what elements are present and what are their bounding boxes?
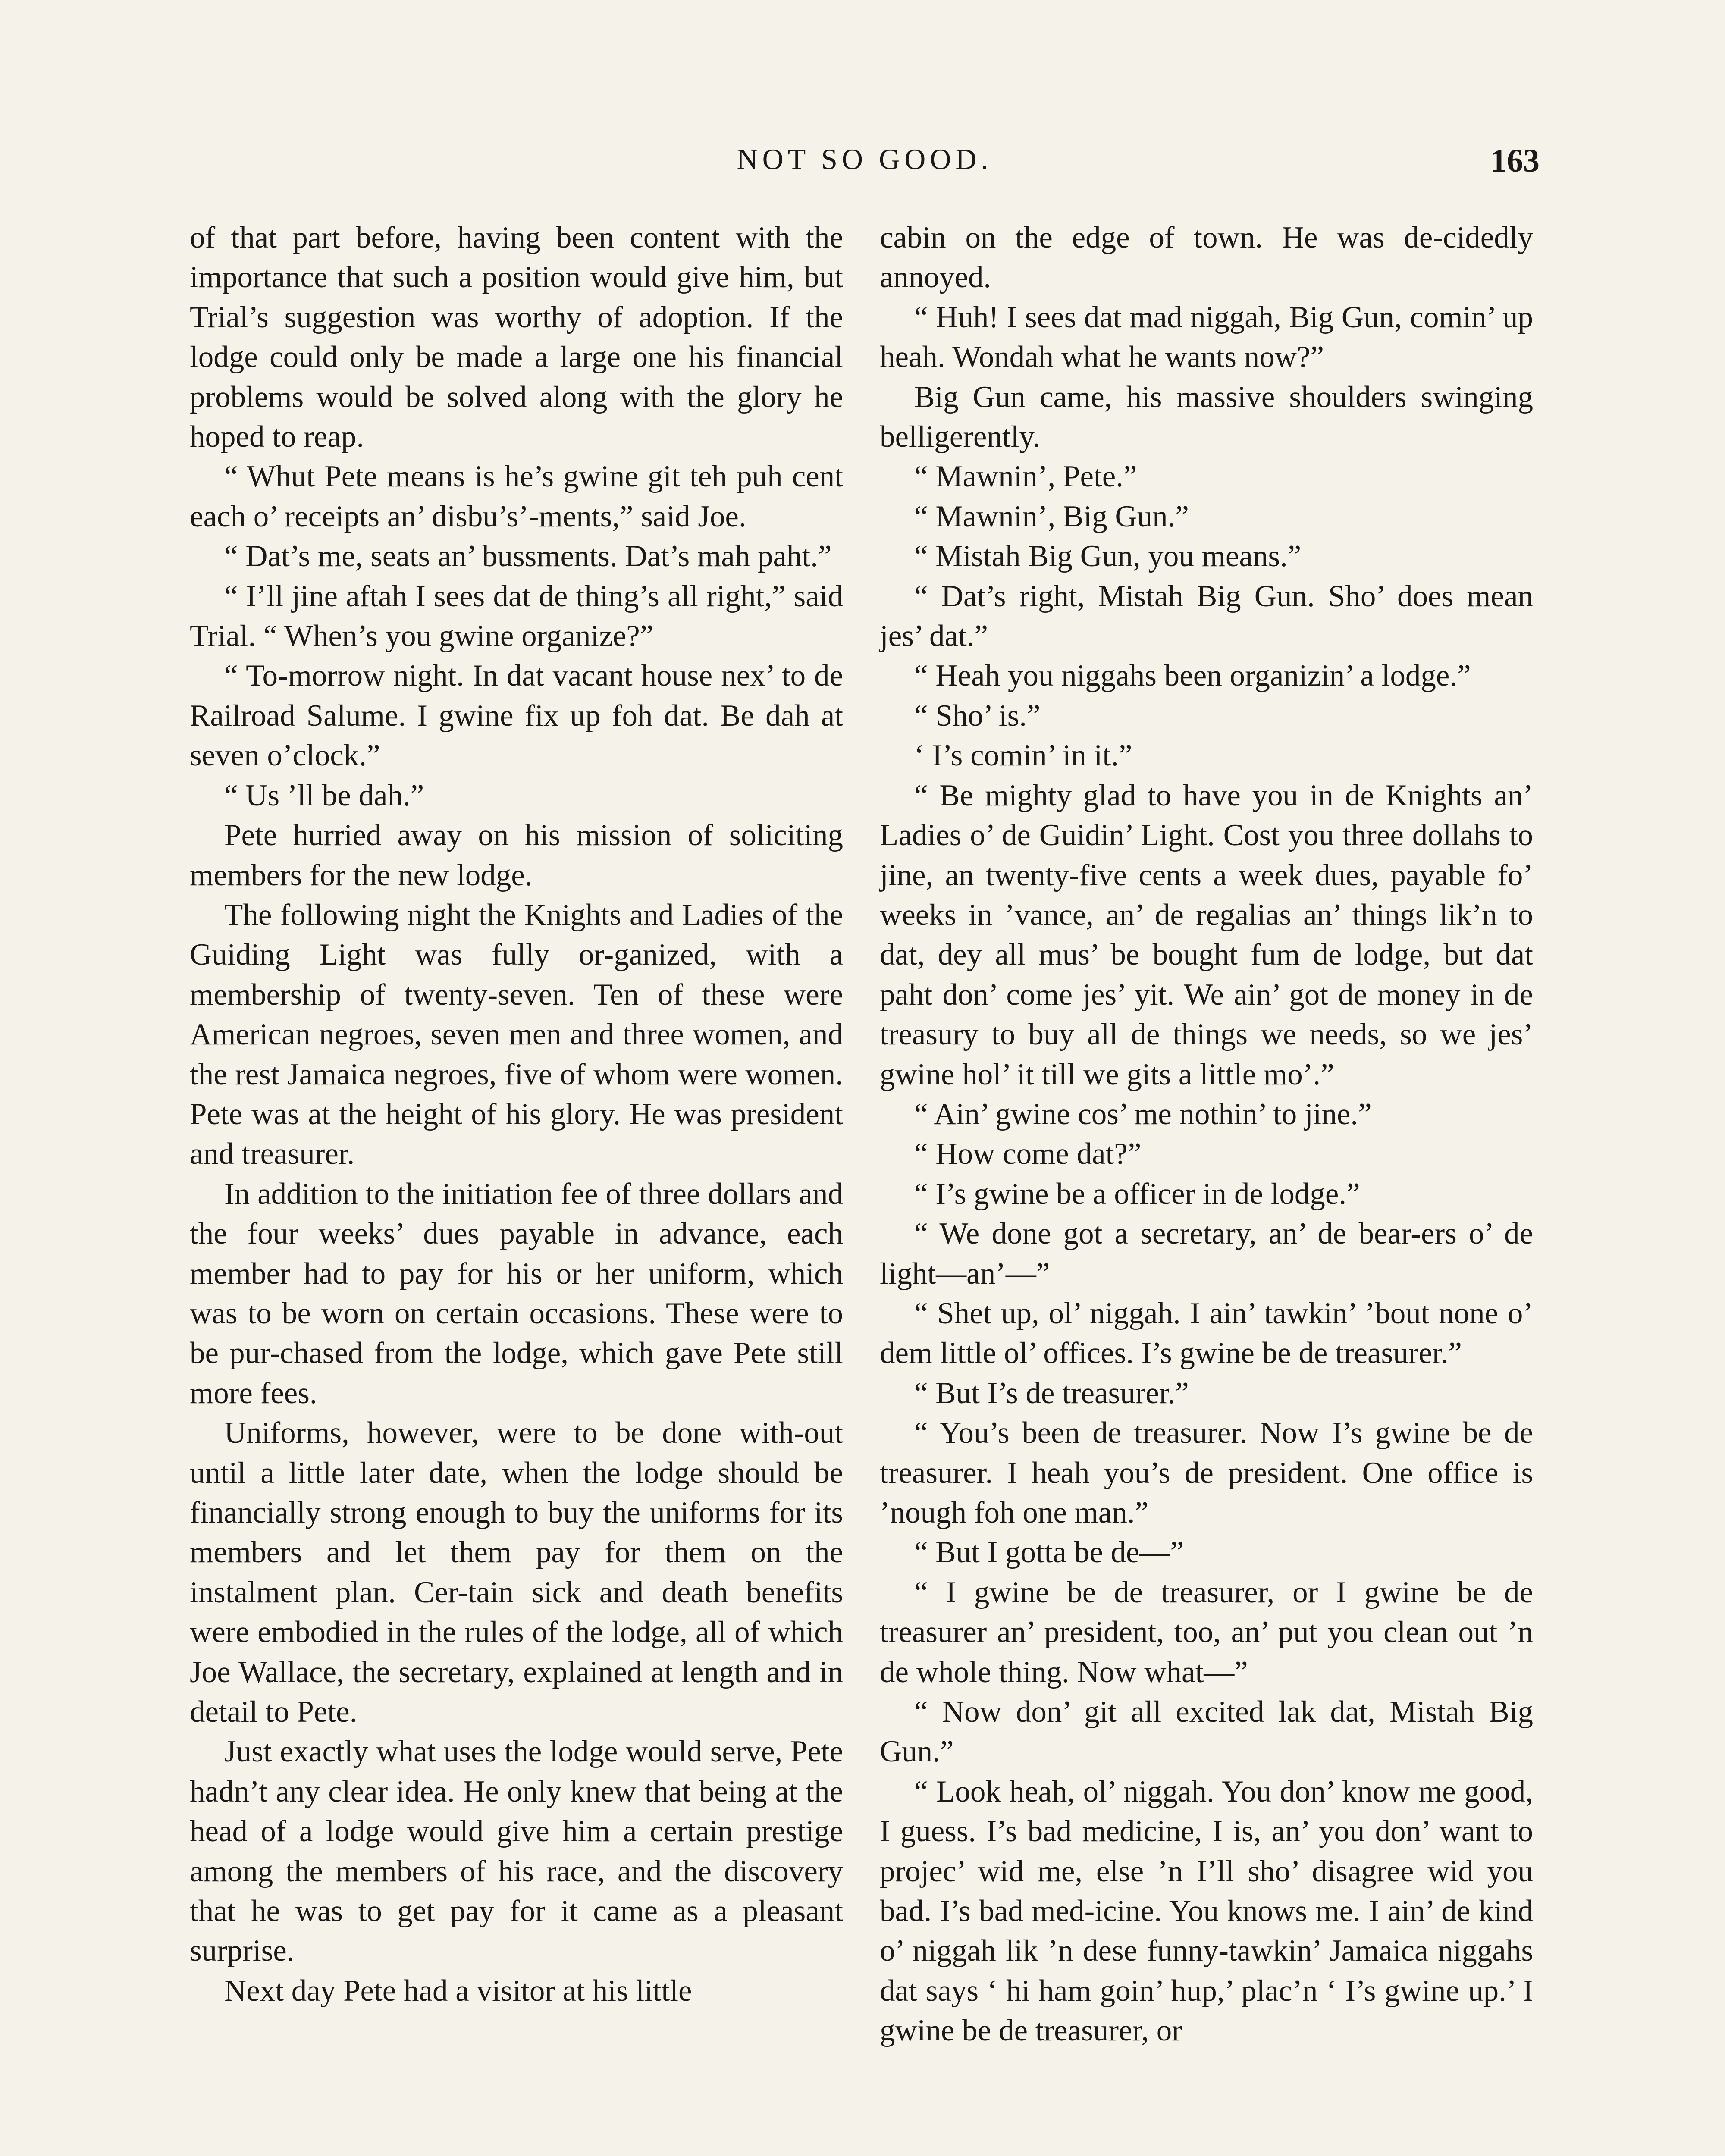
paragraph: “ Be mighty glad to have you in de Knights an’ Ladies o’ de Guidin’ Light. Cost you three dollahs to jine, an twenty-five cents a week dues, payable fo’ weeks in ’vance, an’ de regalias an’ things lik’n to dat, dey all mus’ be bought fum de lodge, but dat paht don’ come jes’ yit. We ain’ got de money in de treasury to buy all de things we needs, so we jes’ gwine hol’ it till we gits a little mo’.” xyxy=(880,778,1533,1091)
paragraph: “ Now don’ git all excited lak dat, Mistah Big Gun.” xyxy=(880,1695,1533,1769)
paragraph: “ Mawnin’, Big Gun.” xyxy=(914,499,1189,533)
paragraph: “ I gwine be de treasurer, or I gwine be de treasurer an’ president, too, an’ put you clean out ’n de whole thing. Now what—” xyxy=(880,1575,1533,1689)
paragraph: “ Whut Pete means is he’s gwine git teh puh cent each o’ receipts an’ disbu’s’-ments,” said Joe. xyxy=(190,460,843,533)
paragraph: “ But I’s de treasurer.” xyxy=(914,1376,1189,1410)
paragraph: In addition to the initiation fee of three dollars and the four weeks’ dues payable in advance, each member had to pay for his or her uniform, which was to be worn on certain occasions. These were to be pur-chased from the lodge, which gave Pete still more fees. xyxy=(190,1177,843,1410)
paragraph: “ You’s been de treasurer. Now I’s gwine be de treasurer. I heah you’s de president. One office is ’nough foh one man.” xyxy=(880,1416,1533,1529)
paragraph: The following night the Knights and Ladies of the Guiding Light was fully or-ganized, with a membership of twenty-seven. Ten of these were American negroes, seven men and three women, and the rest Jamaica negroes, five of whom were women. Pete was at the height of his glory. He was president and treasurer. xyxy=(190,898,843,1171)
paragraph: “ Shet up, ol’ niggah. I ain’ tawkin’ ’bout none o’ dem little ol’ offices. I’s gwine be de treasurer.” xyxy=(880,1296,1533,1370)
paragraph: “ Mawnin’, Pete.” xyxy=(914,460,1137,494)
page-header xyxy=(190,142,1540,190)
paragraph: “ We done got a secretary, an’ de bear-ers o’ de light—an’—” xyxy=(880,1217,1533,1291)
paragraph: “ Mistah Big Gun, you means.” xyxy=(914,539,1302,573)
paragraph: “ To-morrow night. In dat vacant house nex’ to de Railroad Salume. I gwine fix up foh dat. Be dah at seven o’clock.” xyxy=(190,659,843,773)
paragraph: “ Sho’ is.” xyxy=(914,699,1041,733)
paragraph: “ But I gotta be de—” xyxy=(914,1536,1184,1570)
paragraph: of that part before, having been content with the importance that such a position would give him, but Trial’s suggestion was worthy of adoption. If the lodge could only be made a large one his financial problems would be solved along with the glory he hoped to reap. xyxy=(190,221,843,454)
paragraph: “ How come dat?” xyxy=(914,1137,1142,1171)
paragraph: “ Us ’ll be dah.” xyxy=(224,778,424,812)
left-column xyxy=(190,218,843,2011)
page-number: 163 xyxy=(1490,143,1540,179)
paragraph: “ I’ll jine aftah I sees dat de thing’s all right,” said Trial. “ When’s you gwine organize?” xyxy=(190,579,843,653)
paragraph: cabin on the edge of town. He was de-cidedly annoyed. xyxy=(880,221,1533,295)
paragraph: ‘ I’s comin’ in it.” xyxy=(914,739,1132,773)
paragraph: Just exactly what uses the lodge would serve, Pete hadn’t any clear idea. He only knew that being at the head of a lodge would give him a certain prestige among the members of his race, and the discovery that he was to get pay for it came as a pleasant surprise. xyxy=(190,1735,843,1968)
paragraph: Uniforms, however, were to be done with-out until a little later date, when the lodge should be financially strong enough to buy the uniforms for its members and let them pay for them on the instalment plan. Cer-tain sick and death benefits were embodied in the rules of the lodge, all of which Joe Wallace, the secretary, explained at length and in detail to Pete. xyxy=(190,1416,843,1729)
paragraph: Pete hurried away on his mission of soliciting members for the new lodge. xyxy=(190,818,843,892)
paragraph: Next day Pete had a visitor at his little xyxy=(224,1974,692,2008)
paragraph: Big Gun came, his massive shoulders swinging belligerently. xyxy=(880,380,1533,454)
paragraph: “ Look heah, ol’ niggah. You don’ know me good, I guess. I’s bad medicine, I is, an’ you don’ want to projec’ wid me, else ’n I’ll sho’ disagree wid you bad. I’s bad med-icine. You knows me. I ain’ de kind o’ niggah lik ’n dese funny-tawkin’ Jamaica niggahs dat says ‘ hi ham goin’ hup,’ plac’n ‘ I’s gwine up.’ I gwine be de treasurer, or xyxy=(880,1774,1533,2048)
paragraph: “ I’s gwine be a officer in de lodge.” xyxy=(914,1177,1360,1211)
right-column xyxy=(880,218,1533,2051)
paragraph: “ Dat’s right, Mistah Big Gun. Sho’ does mean jes’ dat.” xyxy=(880,579,1533,653)
paragraph: “ Heah you niggahs been organizin’ a lodge.” xyxy=(914,659,1471,693)
paragraph: “ Dat’s me, seats an’ bussments. Dat’s mah paht.” xyxy=(224,539,832,573)
paragraph: “ Huh! I sees dat mad niggah, Big Gun, comin’ up heah. Wondah what he wants now?” xyxy=(880,300,1533,374)
paragraph: “ Ain’ gwine cos’ me nothin’ to jine.” xyxy=(914,1097,1372,1131)
running-title: NOT SO GOOD. xyxy=(737,143,993,175)
